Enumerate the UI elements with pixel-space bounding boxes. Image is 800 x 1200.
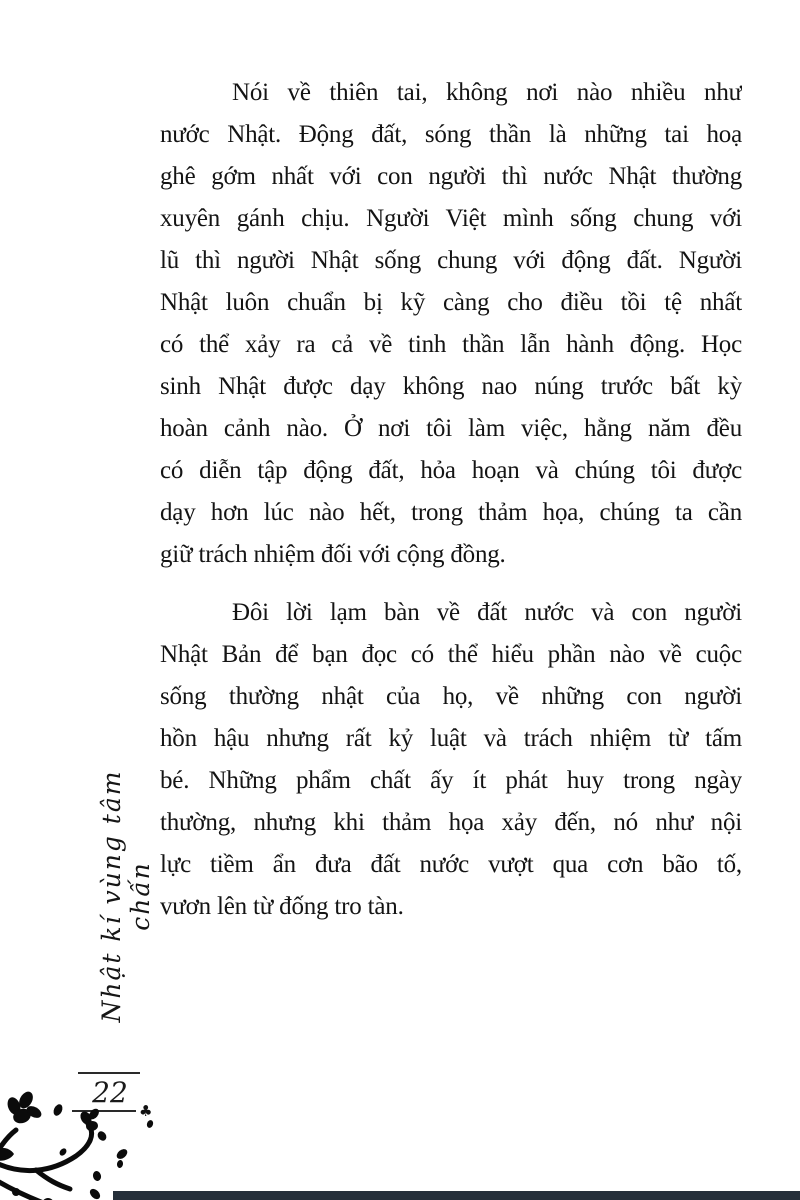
text-line: Nhật Bản để bạn đọc có thể hiểu phần nào về cuộc [160,641,742,668]
scan-edge-bar [113,1191,800,1200]
text-line: lực tiềm ẩn đưa đất nước vượt qua cơn bão tố, [160,851,742,878]
page-number-rule-top [78,1072,140,1074]
text-line: thường, nhưng khi thảm họa xảy đến, nó như nội [160,809,742,836]
text-line: lũ thì người Nhật sống chung với động đất. Người [160,247,742,274]
book-spine-title: Nhật kí vùng tâm chấn [97,769,155,1023]
page-number: 22 [92,1076,128,1109]
text-line: sinh Nhật được dạy không nao núng trước bất kỳ [160,373,742,400]
text-line: xuyên gánh chịu. Người Việt mình sống chung với [160,205,742,232]
plum-blossom-branch-illustration [0,1084,260,1200]
text-line: bé. Những phẩm chất ấy ít phát huy trong ngày [160,767,742,794]
text-line: hoàn cảnh nào. Ở nơi tôi làm việc, hằng năm đều [160,415,742,442]
page-number-rule-bottom: ♣ [72,1110,148,1112]
paragraph [160,592,742,928]
body-text [160,72,742,928]
text-line: nước Nhật. Động đất, sóng thần là những tai hoạ [160,121,742,148]
text-line: sống thường nhật của họ, về những con người [160,683,742,710]
text-line: giữ trách nhiệm đối với cộng đồng. [160,541,506,568]
text-line: có thể xảy ra cả về tinh thần lẫn hành động. Học [160,331,742,358]
text-line: Đôi lời lạm bàn về đất nước và con người [232,599,742,626]
text-line: ghê gớm nhất với con người thì nước Nhật thường [160,163,742,190]
text-line: vươn lên từ đống tro tàn. [160,893,404,920]
text-line: hồn hậu nhưng rất kỷ luật và trách nhiệm từ tấm [160,725,742,752]
paragraph [160,72,742,576]
text-line: dạy hơn lúc nào hết, trong thảm họa, chúng ta cần [160,499,742,526]
text-line: Nhật luôn chuẩn bị kỹ càng cho điều tồi tệ nhất [160,289,742,316]
text-line: có diễn tập động đất, hỏa hoạn và chúng tôi được [160,457,742,484]
text-line: Nói về thiên tai, không nơi nào nhiều như [232,79,742,106]
